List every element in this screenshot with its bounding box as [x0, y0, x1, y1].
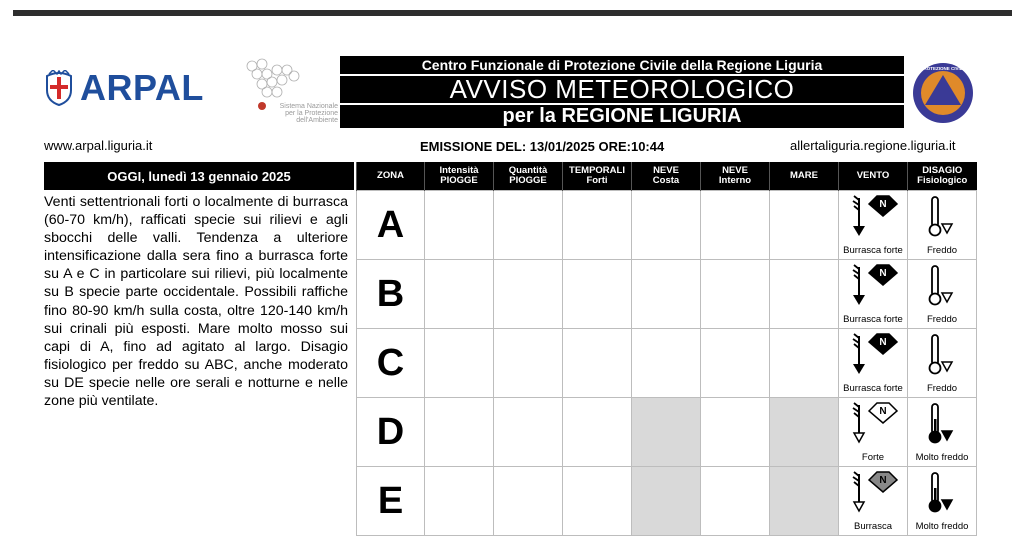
cold-label: Molto freddo [915, 452, 969, 463]
wind-dir-text: N [879, 337, 887, 348]
wind-dir-text: N [879, 475, 887, 486]
wind-label: Burrasca forte [843, 383, 903, 394]
table-row [357, 467, 977, 536]
empty-cell [632, 467, 701, 536]
col-zona: ZONA [357, 162, 425, 191]
zone-letter: C [376, 341, 405, 384]
thermometer-cold-icon [922, 332, 962, 376]
cold-label: Freddo [926, 314, 958, 325]
wind-north-icon [843, 263, 903, 307]
col-mare: MARE [770, 162, 839, 191]
empty-cell [770, 467, 839, 536]
empty-cell [425, 260, 494, 329]
empty-cell [701, 260, 770, 329]
empty-cell [494, 191, 563, 260]
wind-cell [839, 398, 908, 467]
wind-label: Forte [861, 452, 885, 463]
cold-cell [908, 467, 977, 536]
empty-cell [425, 467, 494, 536]
protezione-civile-logo-icon [912, 62, 974, 124]
wind-cell [839, 467, 908, 536]
thermometer-cold-icon [922, 470, 962, 514]
empty-cell [494, 467, 563, 536]
cold-cell [908, 329, 977, 398]
zone-letter: D [376, 410, 405, 453]
arpal-brand: ARPAL [80, 67, 204, 108]
empty-cell [632, 260, 701, 329]
empty-cell [425, 191, 494, 260]
wind-dir-text: N [879, 406, 887, 417]
empty-cell [563, 398, 632, 467]
empty-cell [494, 260, 563, 329]
cold-label: Freddo [926, 383, 958, 394]
cold-label: Molto freddo [915, 521, 969, 532]
title-block [340, 56, 904, 128]
title-regione: per la REGIONE LIGURIA [502, 105, 742, 127]
zone-letter: B [376, 272, 405, 315]
liguria-crest-icon [44, 70, 74, 106]
cold-cell [908, 398, 977, 467]
empty-cell [701, 398, 770, 467]
thermometer-cold-icon [922, 194, 962, 238]
wind-cell [839, 329, 908, 398]
arpal-website-link[interactable]: www.arpal.liguria.it [44, 138, 153, 153]
snpa-text: Sistema Nazionale per la Protezione dell'Ambiente [279, 103, 338, 124]
empty-cell [632, 191, 701, 260]
top-border [13, 10, 1012, 16]
col-intensita-piogge: Intensità PIOGGE [425, 162, 494, 191]
cold-label: Freddo [926, 245, 958, 256]
empty-cell [494, 398, 563, 467]
title-centro: Centro Funzionale di Protezione Civile della Regione Liguria [421, 57, 823, 73]
col-neve-interno: NEVE Interno [701, 162, 770, 191]
wind-north-icon [843, 194, 903, 238]
zone-letter: A [376, 203, 405, 246]
table-row [357, 329, 977, 398]
forecast-text: Venti settentrionali forti o localmente di burrasca (60-70 km/h), rafficati specie sui rilievi e agli sbocchi delle valli. Tendenza a ulteriore intensificazione dalla sera fino a burrasca forte su A e C in particolare sui rilievi, più localmente su B specie parte occidentale. Possibili raffiche fino 80-90 km/h sulla costa, oltre 120-140 km/h sui crinali più esposti. Mare molto mosso sui capi di A, fino ad agitato al largo. Disagio fisiologico per freddo su ABC, anche moderato su DE specie nelle ore serali e notturne e nelle zone più ventilate. [44, 194, 348, 410]
empty-cell [563, 329, 632, 398]
empty-cell [425, 329, 494, 398]
today-heading: OGGI, lunedì 13 gennaio 2025 [44, 162, 354, 190]
empty-cell [494, 329, 563, 398]
emission-datetime: EMISSIONE DEL: 13/01/2025 ORE:10:44 [420, 139, 665, 154]
empty-cell [770, 260, 839, 329]
empty-cell [770, 329, 839, 398]
col-disagio: DISAGIO Fisiologico [908, 162, 977, 191]
wind-label: Burrasca [853, 521, 892, 532]
col-quantita-piogge: Quantità PIOGGE [494, 162, 563, 191]
arpal-logo [44, 68, 204, 108]
empty-cell [701, 467, 770, 536]
wind-label: Burrasca forte [843, 245, 903, 256]
empty-cell [563, 467, 632, 536]
table-row [357, 191, 977, 260]
zone-cell [357, 467, 425, 536]
wind-cell [839, 260, 908, 329]
empty-cell [632, 329, 701, 398]
empty-cell [770, 398, 839, 467]
thermometer-cold-icon [922, 401, 962, 445]
wind-north-icon [843, 401, 903, 445]
wind-cell [839, 191, 908, 260]
empty-cell [632, 398, 701, 467]
col-vento: VENTO [839, 162, 908, 191]
table-row [357, 398, 977, 467]
wind-label: Burrasca forte [843, 314, 903, 325]
empty-cell [563, 191, 632, 260]
wind-north-icon [843, 332, 903, 376]
zone-table [356, 162, 977, 536]
empty-cell [770, 191, 839, 260]
empty-cell [701, 191, 770, 260]
empty-cell [425, 398, 494, 467]
title-avviso: AVVISO METEOROLOGICO [340, 74, 904, 105]
wind-dir-text: N [879, 268, 887, 279]
col-neve-costa: NEVE Costa [632, 162, 701, 191]
cold-cell [908, 260, 977, 329]
zone-cell [357, 191, 425, 260]
col-temporali: TEMPORALI Forti [563, 162, 632, 191]
zone-cell [357, 329, 425, 398]
cold-cell [908, 191, 977, 260]
pc-badge-text: PROTEZIONE CIVILE [920, 66, 966, 71]
empty-cell [563, 260, 632, 329]
table-header-row [357, 162, 977, 191]
thermometer-cold-icon [922, 263, 962, 307]
zone-cell [357, 398, 425, 467]
zone-cell [357, 260, 425, 329]
wind-north-icon [843, 470, 903, 514]
wind-dir-text: N [879, 199, 887, 210]
zone-letter: E [377, 479, 404, 522]
empty-cell [701, 329, 770, 398]
table-row [357, 260, 977, 329]
allerta-website-link[interactable]: allertaliguria.regione.liguria.it [790, 138, 956, 153]
